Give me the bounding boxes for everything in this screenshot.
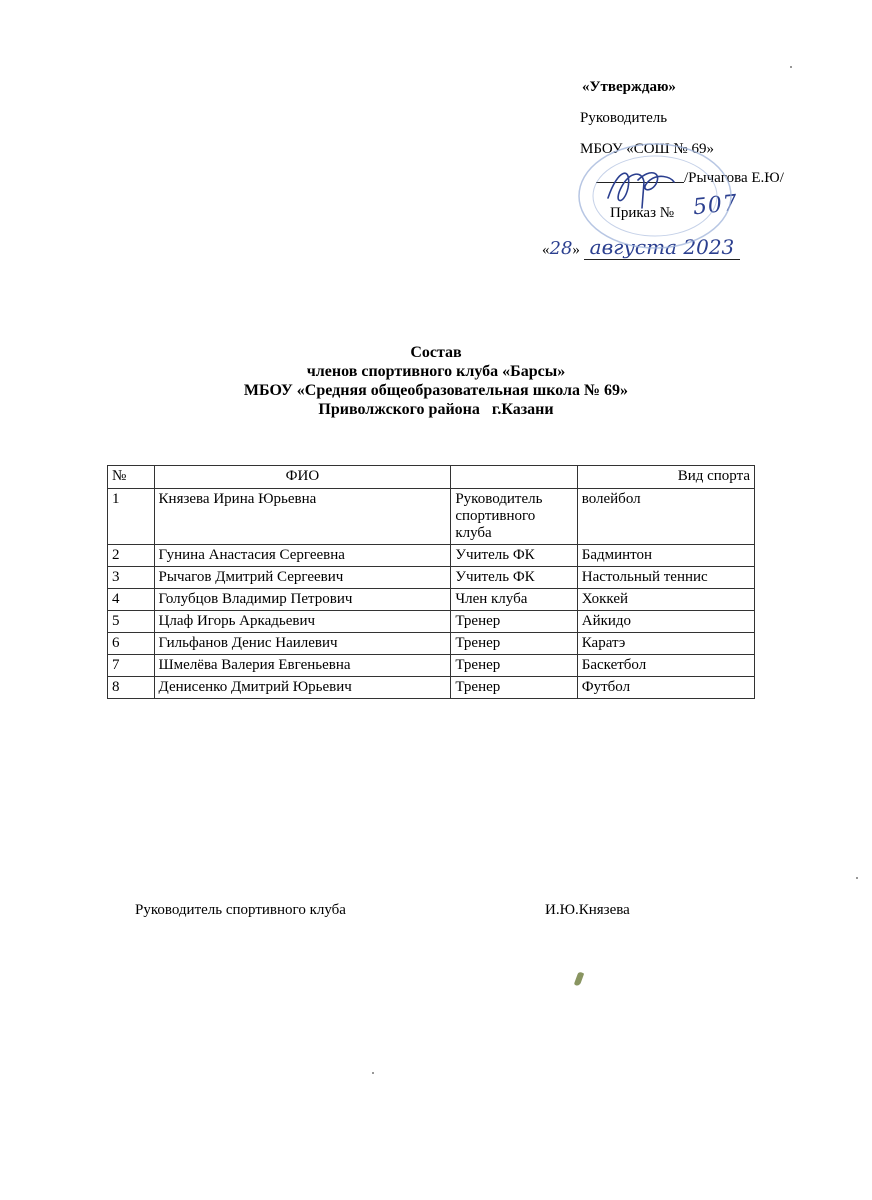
header-name: ФИО xyxy=(154,466,451,489)
table-row xyxy=(108,545,755,567)
cell-role: Член клуба xyxy=(451,589,577,611)
date-close-quote: » xyxy=(572,242,580,258)
table-row xyxy=(108,633,755,655)
table-row xyxy=(108,567,755,589)
heading-line-4: Приволжского района г.Казани xyxy=(318,401,554,418)
cell-name: Гильфанов Денис Наилевич xyxy=(154,633,451,655)
table-row xyxy=(108,611,755,633)
cell-number: 8 xyxy=(108,677,155,699)
date-open-quote: « xyxy=(542,242,550,258)
cell-number: 7 xyxy=(108,655,155,677)
cell-name: Рычагов Дмитрий Сергеевич xyxy=(154,567,451,589)
cell-role: Учитель ФК xyxy=(451,545,577,567)
cell-sport: Хоккей xyxy=(577,589,754,611)
cell-sport: Айкидо xyxy=(577,611,754,633)
order-number: 507 xyxy=(691,190,740,221)
cell-role: Тренер xyxy=(451,677,577,699)
cell-sport: Настольный теннис xyxy=(577,567,754,589)
table-row xyxy=(108,655,755,677)
document-heading xyxy=(0,343,872,419)
cell-sport: волейбол xyxy=(577,489,754,545)
approval-title: «Утверждаю» xyxy=(582,79,676,95)
cell-name: Шмелёва Валерия Евгеньевна xyxy=(154,655,451,677)
cell-name: Князева Ирина Юрьевна xyxy=(154,489,451,545)
cell-name: Гунина Анастасия Сергеевна xyxy=(154,545,451,567)
cell-role: Тренер xyxy=(451,655,577,677)
cell-sport: Каратэ xyxy=(577,633,754,655)
scan-dot xyxy=(372,1072,374,1074)
date-day: 28 xyxy=(549,238,573,259)
cell-role: Учитель ФК xyxy=(451,567,577,589)
footer-role: Руководитель спортивного клуба xyxy=(135,902,346,918)
cell-sport: Баскетбол xyxy=(577,655,754,677)
cell-name: Цлаф Игорь Аркадьевич xyxy=(154,611,451,633)
heading-line-3: МБОУ «Средняя общеобразовательная школа № 69» xyxy=(243,382,629,399)
cell-role: Тренер xyxy=(451,633,577,655)
approval-position: Руководитель xyxy=(580,110,668,126)
cell-sport: Бадминтон xyxy=(577,545,754,567)
cell-name: Голубцов Владимир Петрович xyxy=(154,589,451,611)
table-row xyxy=(108,489,755,545)
order-label: Приказ № xyxy=(610,205,675,221)
footer-name: И.Ю.Князева xyxy=(545,902,630,918)
table-row xyxy=(108,589,755,611)
scan-dot xyxy=(856,877,858,879)
cell-role: Тренер xyxy=(451,611,577,633)
cell-number: 5 xyxy=(108,611,155,633)
heading-line-1: Состав xyxy=(410,344,462,361)
cell-number: 4 xyxy=(108,589,155,611)
cell-number: 6 xyxy=(108,633,155,655)
approval-signer: /Рычагова Е.Ю/ xyxy=(684,170,784,186)
heading-line-2: членов спортивного клуба «Барсы» xyxy=(306,363,566,380)
cell-sport: Футбол xyxy=(577,677,754,699)
scan-speck xyxy=(574,971,584,986)
cell-role: Руководитель спортивного клуба xyxy=(451,489,577,545)
date-month-year: августа 2023 xyxy=(584,235,741,260)
approval-organization: МБОУ «СОШ № 69» xyxy=(580,141,714,157)
header-number: № xyxy=(108,466,155,489)
cell-number: 2 xyxy=(108,545,155,567)
scan-dot xyxy=(790,66,792,68)
members-table xyxy=(107,465,755,699)
cell-name: Денисенко Дмитрий Юрьевич xyxy=(154,677,451,699)
signature-icon xyxy=(598,158,678,216)
header-sport: Вид спорта xyxy=(577,466,754,489)
header-role xyxy=(451,466,577,489)
cell-number: 1 xyxy=(108,489,155,545)
cell-number: 3 xyxy=(108,567,155,589)
table-row xyxy=(108,677,755,699)
table-header-row xyxy=(108,466,755,489)
